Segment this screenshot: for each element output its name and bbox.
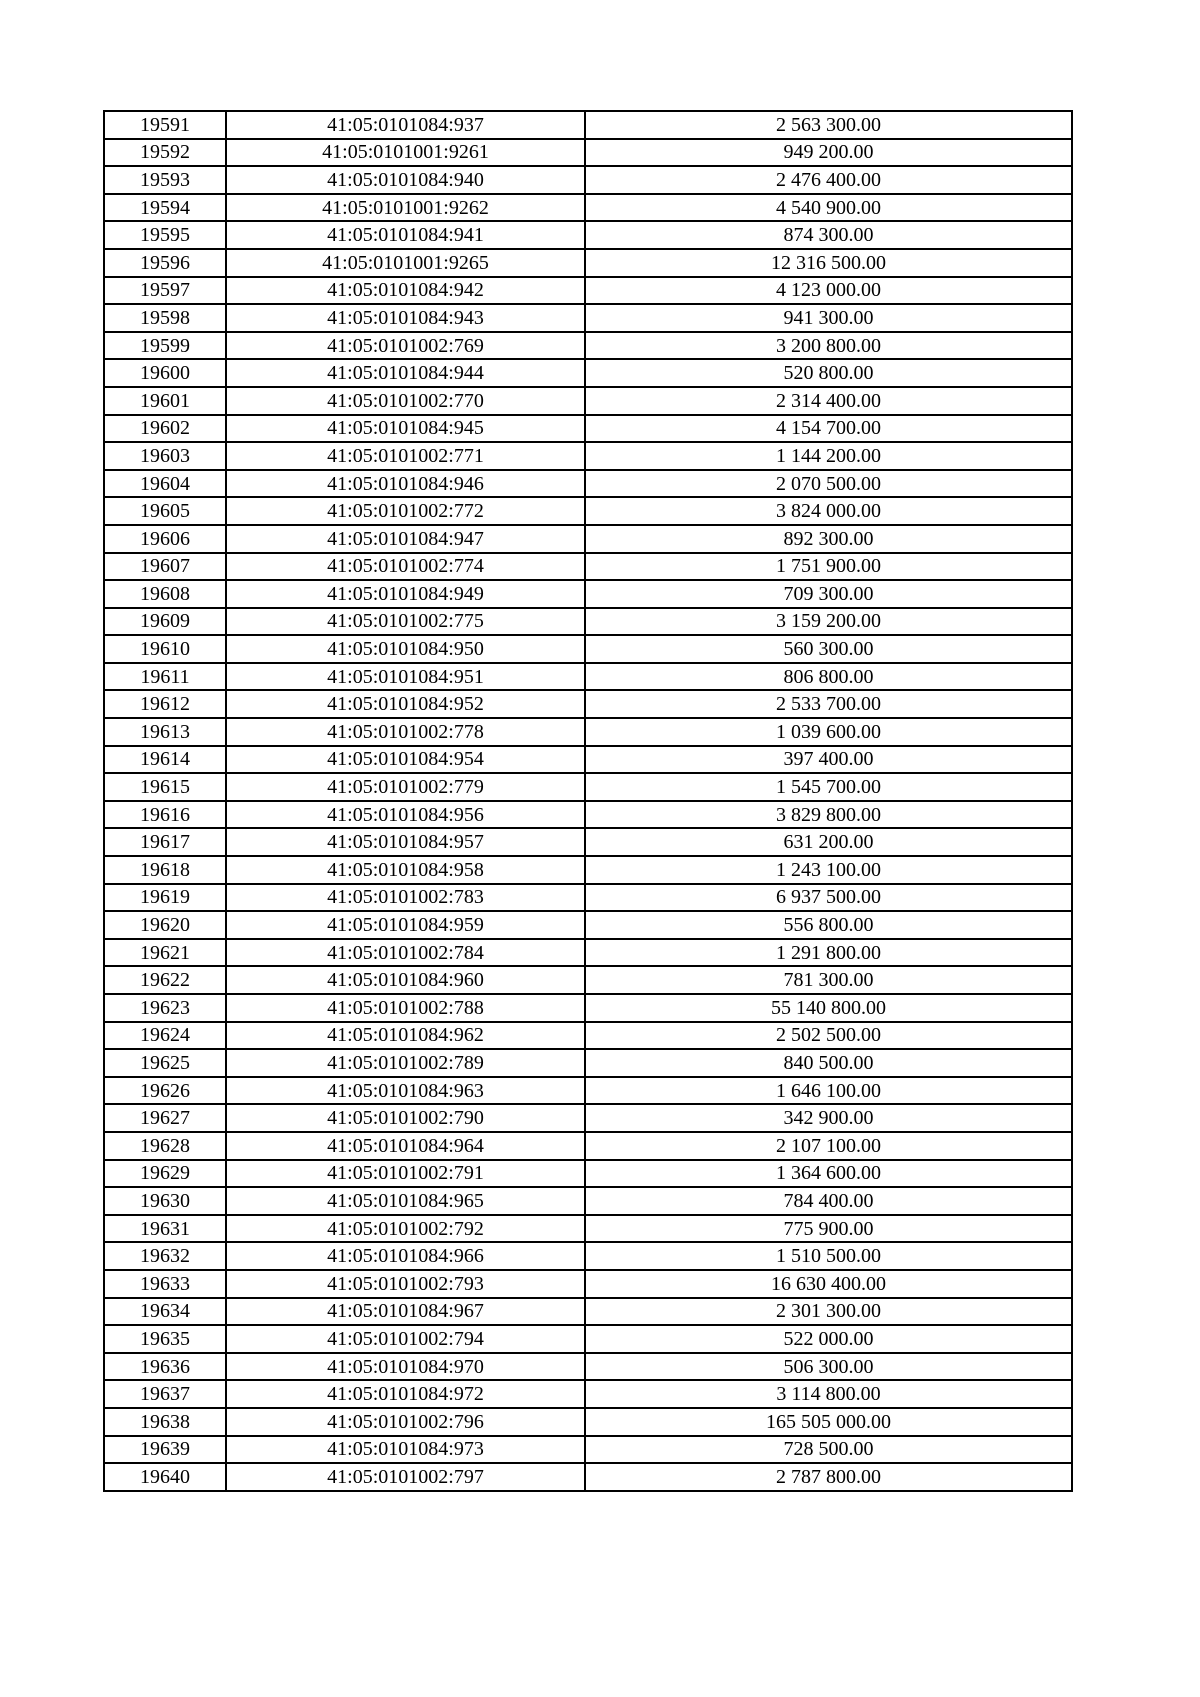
cadastral-value-cell: 1 243 100.00 xyxy=(585,856,1072,884)
cadastral-number-cell: 41:05:0101084:970 xyxy=(226,1353,585,1381)
cadastral-number-cell: 41:05:0101002:792 xyxy=(226,1215,585,1243)
cadastral-value-cell: 4 154 700.00 xyxy=(585,415,1072,443)
cadastral-value-cell: 1 751 900.00 xyxy=(585,553,1072,581)
table-row xyxy=(104,1022,1072,1050)
cadastral-number-cell: 41:05:0101002:778 xyxy=(226,718,585,746)
row-number-cell: 19594 xyxy=(104,194,226,222)
cadastral-value-cell: 784 400.00 xyxy=(585,1187,1072,1215)
row-number-cell: 19620 xyxy=(104,911,226,939)
row-number-cell: 19631 xyxy=(104,1215,226,1243)
row-number-cell: 19597 xyxy=(104,277,226,305)
cadastral-value-cell: 949 200.00 xyxy=(585,139,1072,167)
cadastral-value-cell: 941 300.00 xyxy=(585,304,1072,332)
cadastral-number-cell: 41:05:0101084:957 xyxy=(226,828,585,856)
row-number-cell: 19629 xyxy=(104,1160,226,1188)
cadastral-value-cell: 1 646 100.00 xyxy=(585,1077,1072,1105)
cadastral-value-cell: 2 563 300.00 xyxy=(585,111,1072,139)
row-number-cell: 19605 xyxy=(104,497,226,525)
cadastral-value-cell: 874 300.00 xyxy=(585,221,1072,249)
cadastral-number-cell: 41:05:0101084:942 xyxy=(226,277,585,305)
table-row xyxy=(104,1325,1072,1353)
cadastral-value-cell: 6 937 500.00 xyxy=(585,884,1072,912)
table-row xyxy=(104,1380,1072,1408)
table-row xyxy=(104,497,1072,525)
row-number-cell: 19611 xyxy=(104,663,226,691)
row-number-cell: 19614 xyxy=(104,746,226,774)
cadastral-value-cell: 2 314 400.00 xyxy=(585,387,1072,415)
row-number-cell: 19623 xyxy=(104,994,226,1022)
row-number-cell: 19609 xyxy=(104,608,226,636)
cadastral-number-cell: 41:05:0101084:940 xyxy=(226,166,585,194)
cadastral-value-cell: 1 291 800.00 xyxy=(585,939,1072,967)
cadastral-value-cell: 342 900.00 xyxy=(585,1104,1072,1132)
row-number-cell: 19618 xyxy=(104,856,226,884)
cadastral-value-cell: 3 200 800.00 xyxy=(585,332,1072,360)
cadastral-value-cell: 2 070 500.00 xyxy=(585,470,1072,498)
table-row xyxy=(104,773,1072,801)
row-number-cell: 19607 xyxy=(104,553,226,581)
cadastral-number-cell: 41:05:0101002:784 xyxy=(226,939,585,967)
cadastral-value-cell: 16 630 400.00 xyxy=(585,1270,1072,1298)
cadastral-number-cell: 41:05:0101084:944 xyxy=(226,359,585,387)
cadastral-number-cell: 41:05:0101002:783 xyxy=(226,884,585,912)
table-row xyxy=(104,966,1072,994)
cadastral-value-cell: 556 800.00 xyxy=(585,911,1072,939)
cadastral-value-cell: 775 900.00 xyxy=(585,1215,1072,1243)
cadastral-value-cell: 560 300.00 xyxy=(585,635,1072,663)
table-row xyxy=(104,442,1072,470)
table-row xyxy=(104,911,1072,939)
cadastral-value-cell: 1 510 500.00 xyxy=(585,1242,1072,1270)
table-row xyxy=(104,884,1072,912)
row-number-cell: 19628 xyxy=(104,1132,226,1160)
cadastral-number-cell: 41:05:0101084:958 xyxy=(226,856,585,884)
table-row xyxy=(104,856,1072,884)
row-number-cell: 19596 xyxy=(104,249,226,277)
cadastral-number-cell: 41:05:0101084:945 xyxy=(226,415,585,443)
table-row xyxy=(104,718,1072,746)
cadastral-number-cell: 41:05:0101084:973 xyxy=(226,1436,585,1464)
row-number-cell: 19591 xyxy=(104,111,226,139)
row-number-cell: 19633 xyxy=(104,1270,226,1298)
cadastral-value-cell: 1 144 200.00 xyxy=(585,442,1072,470)
table-row xyxy=(104,1104,1072,1132)
row-number-cell: 19603 xyxy=(104,442,226,470)
table-row xyxy=(104,194,1072,222)
cadastral-number-cell: 41:05:0101002:775 xyxy=(226,608,585,636)
cadastral-value-cell: 397 400.00 xyxy=(585,746,1072,774)
cadastral-number-cell: 41:05:0101002:789 xyxy=(226,1049,585,1077)
cadastral-value-cell: 781 300.00 xyxy=(585,966,1072,994)
row-number-cell: 19615 xyxy=(104,773,226,801)
cadastral-number-cell: 41:05:0101084:963 xyxy=(226,1077,585,1105)
cadastral-value-cell: 3 824 000.00 xyxy=(585,497,1072,525)
table-row xyxy=(104,470,1072,498)
cadastral-number-cell: 41:05:0101084:950 xyxy=(226,635,585,663)
table-row xyxy=(104,111,1072,139)
cadastral-value-cell: 4 540 900.00 xyxy=(585,194,1072,222)
table-row xyxy=(104,1049,1072,1077)
row-number-cell: 19599 xyxy=(104,332,226,360)
table-row xyxy=(104,801,1072,829)
cadastral-number-cell: 41:05:0101084:964 xyxy=(226,1132,585,1160)
table-row xyxy=(104,746,1072,774)
cadastral-value-cell: 3 114 800.00 xyxy=(585,1380,1072,1408)
cadastral-value-cell: 522 000.00 xyxy=(585,1325,1072,1353)
cadastral-number-cell: 41:05:0101002:771 xyxy=(226,442,585,470)
cadastral-number-cell: 41:05:0101084:949 xyxy=(226,580,585,608)
row-number-cell: 19610 xyxy=(104,635,226,663)
cadastral-number-cell: 41:05:0101002:790 xyxy=(226,1104,585,1132)
row-number-cell: 19616 xyxy=(104,801,226,829)
cadastral-number-cell: 41:05:0101084:937 xyxy=(226,111,585,139)
table-row xyxy=(104,221,1072,249)
row-number-cell: 19635 xyxy=(104,1325,226,1353)
cadastral-number-cell: 41:05:0101002:779 xyxy=(226,773,585,801)
cadastral-number-cell: 41:05:0101084:956 xyxy=(226,801,585,829)
table-row xyxy=(104,1353,1072,1381)
cadastral-value-cell: 631 200.00 xyxy=(585,828,1072,856)
cadastral-number-cell: 41:05:0101002:769 xyxy=(226,332,585,360)
cadastral-number-cell: 41:05:0101002:793 xyxy=(226,1270,585,1298)
row-number-cell: 19640 xyxy=(104,1463,226,1491)
row-number-cell: 19592 xyxy=(104,139,226,167)
cadastral-value-cell: 520 800.00 xyxy=(585,359,1072,387)
row-number-cell: 19632 xyxy=(104,1242,226,1270)
cadastral-value-cell: 892 300.00 xyxy=(585,525,1072,553)
cadastral-number-cell: 41:05:0101084:943 xyxy=(226,304,585,332)
table-row xyxy=(104,304,1072,332)
row-number-cell: 19627 xyxy=(104,1104,226,1132)
row-number-cell: 19625 xyxy=(104,1049,226,1077)
table-row xyxy=(104,1132,1072,1160)
row-number-cell: 19639 xyxy=(104,1436,226,1464)
row-number-cell: 19622 xyxy=(104,966,226,994)
table-row xyxy=(104,1408,1072,1436)
cadastral-number-cell: 41:05:0101002:796 xyxy=(226,1408,585,1436)
cadastral-number-cell: 41:05:0101084:947 xyxy=(226,525,585,553)
cadastral-number-cell: 41:05:0101084:965 xyxy=(226,1187,585,1215)
row-number-cell: 19613 xyxy=(104,718,226,746)
table-row xyxy=(104,1298,1072,1326)
cadastral-number-cell: 41:05:0101002:794 xyxy=(226,1325,585,1353)
cadastral-number-cell: 41:05:0101084:941 xyxy=(226,221,585,249)
row-number-cell: 19634 xyxy=(104,1298,226,1326)
cadastral-value-cell: 2 533 700.00 xyxy=(585,690,1072,718)
cadastral-number-cell: 41:05:0101084:967 xyxy=(226,1298,585,1326)
cadastral-value-cell: 2 107 100.00 xyxy=(585,1132,1072,1160)
table-row xyxy=(104,553,1072,581)
table-row xyxy=(104,359,1072,387)
table-row xyxy=(104,249,1072,277)
row-number-cell: 19617 xyxy=(104,828,226,856)
cadastral-value-cell: 2 502 500.00 xyxy=(585,1022,1072,1050)
cadastral-value-cell: 2 301 300.00 xyxy=(585,1298,1072,1326)
cadastral-value-cell: 1 364 600.00 xyxy=(585,1160,1072,1188)
row-number-cell: 19602 xyxy=(104,415,226,443)
cadastral-number-cell: 41:05:0101084:962 xyxy=(226,1022,585,1050)
row-number-cell: 19608 xyxy=(104,580,226,608)
cadastral-number-cell: 41:05:0101002:791 xyxy=(226,1160,585,1188)
cadastral-value-cell: 165 505 000.00 xyxy=(585,1408,1072,1436)
table-row xyxy=(104,635,1072,663)
cadastral-number-cell: 41:05:0101002:770 xyxy=(226,387,585,415)
table-row xyxy=(104,580,1072,608)
cadastral-value-cell: 728 500.00 xyxy=(585,1436,1072,1464)
row-number-cell: 19637 xyxy=(104,1380,226,1408)
table-row xyxy=(104,332,1072,360)
table-row xyxy=(104,1270,1072,1298)
registry-table-body xyxy=(104,111,1072,1491)
table-row xyxy=(104,1436,1072,1464)
table-row xyxy=(104,525,1072,553)
table-row xyxy=(104,828,1072,856)
table-row xyxy=(104,387,1072,415)
cadastral-value-cell: 709 300.00 xyxy=(585,580,1072,608)
table-row xyxy=(104,139,1072,167)
table-row xyxy=(104,1242,1072,1270)
table-row xyxy=(104,1215,1072,1243)
cadastral-value-cell: 3 829 800.00 xyxy=(585,801,1072,829)
cadastral-value-cell: 55 140 800.00 xyxy=(585,994,1072,1022)
table-row xyxy=(104,663,1072,691)
row-number-cell: 19636 xyxy=(104,1353,226,1381)
row-number-cell: 19604 xyxy=(104,470,226,498)
cadastral-number-cell: 41:05:0101084:951 xyxy=(226,663,585,691)
table-row xyxy=(104,415,1072,443)
table-row xyxy=(104,277,1072,305)
cadastral-value-cell: 3 159 200.00 xyxy=(585,608,1072,636)
cadastral-value-cell: 2 476 400.00 xyxy=(585,166,1072,194)
cadastral-number-cell: 41:05:0101084:959 xyxy=(226,911,585,939)
cadastral-value-cell: 806 800.00 xyxy=(585,663,1072,691)
table-row xyxy=(104,1187,1072,1215)
row-number-cell: 19626 xyxy=(104,1077,226,1105)
cadastral-number-cell: 41:05:0101002:772 xyxy=(226,497,585,525)
cadastral-value-cell: 4 123 000.00 xyxy=(585,277,1072,305)
row-number-cell: 19606 xyxy=(104,525,226,553)
cadastral-value-cell: 1 545 700.00 xyxy=(585,773,1072,801)
cadastral-value-cell: 506 300.00 xyxy=(585,1353,1072,1381)
row-number-cell: 19630 xyxy=(104,1187,226,1215)
cadastral-number-cell: 41:05:0101002:774 xyxy=(226,553,585,581)
registry-table xyxy=(103,110,1073,1492)
row-number-cell: 19595 xyxy=(104,221,226,249)
table-row xyxy=(104,994,1072,1022)
table-row xyxy=(104,690,1072,718)
cadastral-number-cell: 41:05:0101084:952 xyxy=(226,690,585,718)
cadastral-number-cell: 41:05:0101084:972 xyxy=(226,1380,585,1408)
cadastral-number-cell: 41:05:0101001:9261 xyxy=(226,139,585,167)
cadastral-number-cell: 41:05:0101084:960 xyxy=(226,966,585,994)
cadastral-value-cell: 2 787 800.00 xyxy=(585,1463,1072,1491)
row-number-cell: 19621 xyxy=(104,939,226,967)
cadastral-value-cell: 12 316 500.00 xyxy=(585,249,1072,277)
cadastral-number-cell: 41:05:0101084:946 xyxy=(226,470,585,498)
row-number-cell: 19600 xyxy=(104,359,226,387)
table-row xyxy=(104,166,1072,194)
cadastral-number-cell: 41:05:0101084:954 xyxy=(226,746,585,774)
cadastral-value-cell: 840 500.00 xyxy=(585,1049,1072,1077)
row-number-cell: 19638 xyxy=(104,1408,226,1436)
row-number-cell: 19593 xyxy=(104,166,226,194)
table-row xyxy=(104,608,1072,636)
cadastral-number-cell: 41:05:0101001:9262 xyxy=(226,194,585,222)
row-number-cell: 19601 xyxy=(104,387,226,415)
table-row xyxy=(104,1463,1072,1491)
row-number-cell: 19612 xyxy=(104,690,226,718)
cadastral-number-cell: 41:05:0101001:9265 xyxy=(226,249,585,277)
row-number-cell: 19598 xyxy=(104,304,226,332)
table-row xyxy=(104,1077,1072,1105)
table-row xyxy=(104,1160,1072,1188)
cadastral-value-cell: 1 039 600.00 xyxy=(585,718,1072,746)
table-row xyxy=(104,939,1072,967)
cadastral-number-cell: 41:05:0101084:966 xyxy=(226,1242,585,1270)
cadastral-number-cell: 41:05:0101002:788 xyxy=(226,994,585,1022)
row-number-cell: 19624 xyxy=(104,1022,226,1050)
cadastral-number-cell: 41:05:0101002:797 xyxy=(226,1463,585,1491)
row-number-cell: 19619 xyxy=(104,884,226,912)
